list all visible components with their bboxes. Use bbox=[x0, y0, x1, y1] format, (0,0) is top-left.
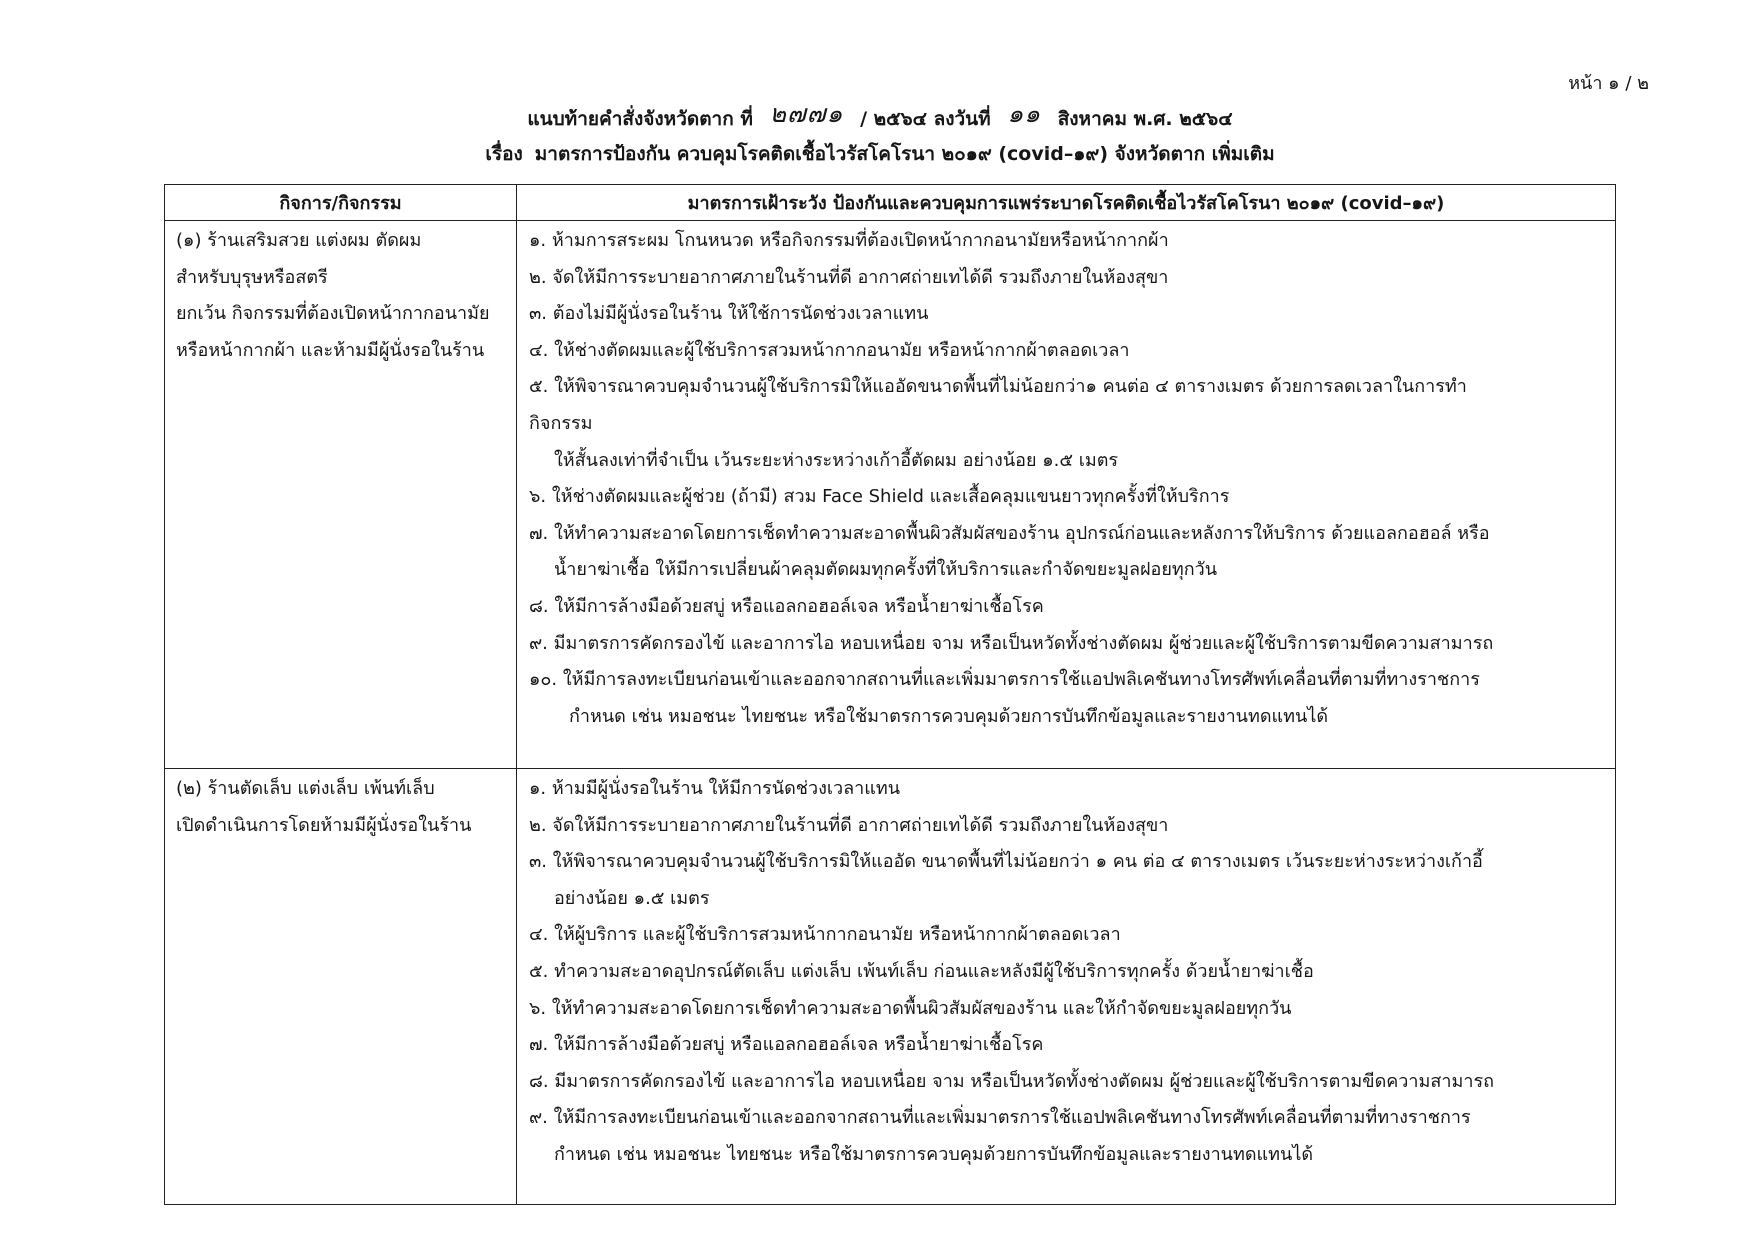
heading-order-year: / ๒๕๖๔ ลงวันที่ bbox=[860, 108, 991, 130]
measures-table bbox=[164, 184, 1616, 1205]
handwritten-order-number: ๒๗๗๑ bbox=[769, 102, 844, 128]
header-activity: กิจการ/กิจกรรม bbox=[165, 185, 517, 221]
measure-item bbox=[529, 991, 1609, 1028]
measure-item bbox=[529, 662, 1609, 735]
measure-line: ๘. มีมาตรการคัดกรองไข้ และอาการไอ หอบเหนื่อย จาม หรือเป็นหวัดทั้งช่างตัดผม ผู้ช่วยและผู้ใช้บริการตามขีดความสามารถ bbox=[529, 1070, 1495, 1092]
measure-item bbox=[529, 223, 1609, 260]
heading-month-year: สิงหาคม พ.ศ. ๒๕๖๔ bbox=[1057, 108, 1233, 130]
measure-line: ๑. ห้ามการสระผม โกนหนวด หรือกิจกรรมที่ต้องเปิดหน้ากากอนามัยหรือหน้ากากผ้า bbox=[529, 230, 1169, 251]
measure-line: ๖. ให้ช่างตัดผมและผู้ช่วย (ถ้ามี) สวม Face Shield และเสื้อคลุมแขนยาวทุกครั้งที่ให้บริการ bbox=[529, 486, 1230, 508]
measure-line-continued: ให้สั้นลงเท่าที่จำเป็น เว้นระยะห่างระหว่างเก้าอี้ตัดผม อย่างน้อย ๑.๕ เมตร bbox=[554, 449, 1119, 471]
activity-line: เปิดดำเนินการโดยห้ามมีผู้นั่งรอในร้าน bbox=[176, 814, 472, 836]
measure-item bbox=[529, 479, 1609, 516]
measure-line: ๖. ให้ทำความสะอาดโดยการเช็ดทำความสะอาดพื้นผิวสัมผัสของร้าน และให้กำจัดขยะมูลฝอยทุกวัน bbox=[529, 997, 1292, 1019]
measure-line-continued: กำหนด เช่น หมอชนะ ไทยชนะ หรือใช้มาตรการควบคุมด้วยการบันทึกข้อมูลและรายงานทดแทนได้ bbox=[554, 1143, 1314, 1165]
measure-line: ๗. ให้มีการล้างมือด้วยสบู่ หรือแอลกอฮอล์เจล หรือน้ำยาฆ่าเชื้อโรค bbox=[529, 1034, 1044, 1056]
measure-item bbox=[529, 296, 1609, 333]
measure-line-continued: น้ำยาฆ่าเชื้อ ให้มีการเปลี่ยนผ้าคลุมตัดผมทุกครั้งที่ให้บริการและกำจัดขยะมูลฝอยทุกวัน bbox=[554, 559, 1218, 581]
measure-item bbox=[529, 1064, 1609, 1101]
measure-line: ๔. ให้ช่างตัดผมและผู้ใช้บริการสวมหน้ากากอนามัย หรือหน้ากากผ้าตลอดเวลา bbox=[529, 339, 1130, 361]
measure-item bbox=[529, 844, 1609, 917]
activity-cell bbox=[165, 221, 517, 769]
measure-line: ๑๐. ให้มีการลงทะเบียนก่อนเข้าและออกจากสถานที่และเพิ่มมาตรการใช้แอปพลิเคชันทางโทรศัพท์เคลื่อนที่ตามที่ทางราชการ bbox=[529, 669, 1480, 691]
measure-item bbox=[529, 626, 1609, 663]
header-measures: มาตรการเฝ้าระวัง ป้องกันและควบคุมการแพร่ระบาดโรคติดเชื้อไวรัสโคโรนา ๒๐๑๙ (covid–๑๙) bbox=[517, 185, 1615, 221]
subject-text: มาตรการป้องกัน ควบคุมโรคติดเชื้อไวรัสโคโรนา ๒๐๑๙ (covid–๑๙) จังหวัดตาก เพิ่มเติม bbox=[534, 143, 1275, 165]
activity-line: ยกเว้น กิจกรรมที่ต้องเปิดหน้ากากอนามัย bbox=[176, 303, 490, 325]
heading-prefix: แนบท้ายคำสั่งจังหวัดตาก ที่ bbox=[527, 108, 753, 130]
subject-heading bbox=[40, 139, 1720, 169]
measure-line: ๕. ทำความสะอาดอุปกรณ์ตัดเล็บ แต่งเล็บ เพ้นท์เล็บ ก่อนและหลังมีผู้ใช้บริการทุกครั้ง ด้วยน้ำยาฆ่าเชื้อ bbox=[529, 960, 1314, 982]
measure-line: ๔. ให้ผู้บริการ และผู้ใช้บริการสวมหน้ากากอนามัย หรือหน้ากากผ้าตลอดเวลา bbox=[529, 924, 1121, 946]
measure-item bbox=[529, 808, 1609, 845]
page-number: หน้า ๑ / ๒ bbox=[1568, 73, 1649, 94]
measure-item bbox=[529, 1027, 1609, 1064]
measure-line: ๑. ห้ามมีผู้นั่งรอในร้าน ให้มีการนัดช่วงเวลาแทน bbox=[529, 778, 901, 799]
measure-line: ๙. มีมาตรการคัดกรองไข้ และอาการไอ หอบเหนื่อย จาม หรือเป็นหวัดทั้งช่างตัดผม ผู้ช่วยและผู้ใช้บริการตามขีดความสามารถ bbox=[529, 632, 1494, 654]
subject-label: เรื่อง bbox=[485, 143, 523, 165]
measure-line: ๕. ให้พิจารณาควบคุมจำนวนผู้ใช้บริการมิให้แออัดขนาดพื้นที่ไม่น้อยกว่า๑ คนต่อ ๔ ตารางเมตร ด้วยการลดเวลาในการทำ bbox=[529, 376, 1467, 398]
measures-cell bbox=[517, 769, 1615, 1204]
measure-line: ๘. ให้มีการล้างมือด้วยสบู่ หรือแอลกอฮอล์เจล หรือน้ำยาฆ่าเชื้อโรค bbox=[529, 595, 1044, 617]
attachment-heading bbox=[40, 102, 1720, 134]
measure-line: ๒. จัดให้มีการระบายอากาศภายในร้านที่ดี อากาศถ่ายเทได้ดี รวมถึงภายในห้องสุขา bbox=[529, 814, 1169, 836]
activity-cell bbox=[165, 769, 517, 1204]
measure-line-continued: อย่างน้อย ๑.๕ เมตร bbox=[554, 887, 710, 909]
measure-line: ๓. ให้พิจารณาควบคุมจำนวนผู้ใช้บริการมิให้แออัด ขนาดพื้นที่ไม่น้อยกว่า ๑ คน ต่อ ๔ ตารางเมตร เว้นระยะห่างระหว่างเก้าอี้ bbox=[529, 851, 1483, 873]
measure-line: ๒. จัดให้มีการระบายอากาศภายในร้านที่ดี อากาศถ่ายเทได้ดี รวมถึงภายในห้องสุขา bbox=[529, 266, 1169, 288]
measure-line: ๙. ให้มีการลงทะเบียนก่อนเข้าและออกจากสถานที่และเพิ่มมาตรการใช้แอปพลิเคชันทางโทรศัพท์เคลื่อนที่ตามที่ทางราชการ bbox=[529, 1107, 1471, 1129]
measure-item bbox=[529, 771, 1609, 808]
measure-line-continued: กิจกรรม bbox=[529, 412, 593, 434]
measure-line: ๗. ให้ทำความสะอาดโดยการเช็ดทำความสะอาดพื้นผิวสัมผัสของร้าน อุปกรณ์ก่อนและหลังการให้บริการ ด้วยแอลกอฮอล์ หรือ bbox=[529, 522, 1490, 544]
measure-item bbox=[529, 917, 1609, 954]
measure-item bbox=[529, 589, 1609, 626]
measure-item bbox=[529, 954, 1609, 991]
activity-line: สำหรับบุรุษหรือสตรี bbox=[176, 266, 328, 288]
measure-line-continued: กำหนด เช่น หมอชนะ ไทยชนะ หรือใช้มาตรการควบคุมด้วยการบันทึกข้อมูลและรายงานทดแทนได้ bbox=[569, 705, 1329, 727]
measure-item bbox=[529, 516, 1609, 589]
measure-item bbox=[529, 369, 1609, 479]
handwritten-day: ๑๑ bbox=[1007, 102, 1042, 128]
measure-item bbox=[529, 260, 1609, 297]
measures-cell bbox=[517, 221, 1615, 769]
measure-line: ๓. ต้องไม่มีผู้นั่งรอในร้าน ให้ใช้การนัดช่วงเวลาแทน bbox=[529, 303, 929, 325]
measure-item bbox=[529, 1100, 1609, 1173]
activity-line: หรือหน้ากากผ้า และห้ามมีผู้นั่งรอในร้าน bbox=[176, 339, 485, 361]
measure-item bbox=[529, 333, 1609, 370]
activity-line: (๒) ร้านตัดเล็บ แต่งเล็บ เพ้นท์เล็บ bbox=[176, 778, 435, 799]
activity-line: (๑) ร้านเสริมสวย แต่งผม ตัดผม bbox=[176, 230, 422, 251]
